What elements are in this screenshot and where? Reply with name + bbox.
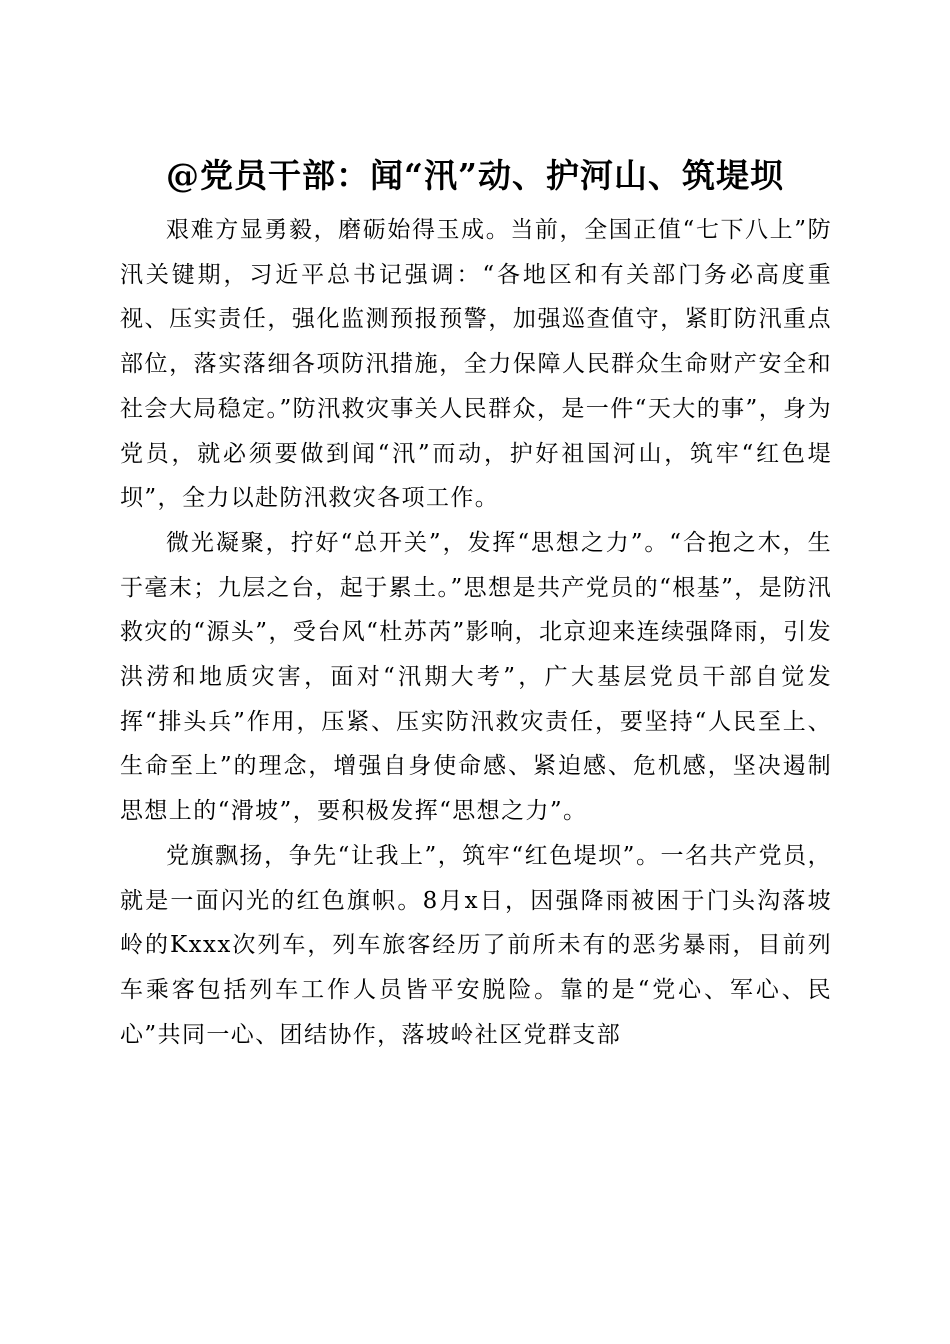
document-body — [120, 208, 832, 1057]
paragraph: 党旗飘扬，争先“让我上”，筑牢“红色堤坝”。一名共产党员，就是一面闪光的红色旗帜。8月x日，因强降雨被困于门头沟落坡岭的Kxxx次列车，列车旅客经历了前所未有的恶劣暴雨，目前列车乘客包括列车工作人员皆平安脱险。靠的是“党心、军心、民心”共同一心、团结协作，落坡岭社区党群支部 — [120, 842, 832, 1048]
document-title: @党员干部：闻“汛”动、护河山、筑堤坝 — [166, 156, 784, 196]
paragraph: 艰难方显勇毅，磨砺始得玉成。当前，全国正值“七下八上”防汛关键期，习近平总书记强调：“各地区和有关部门务必高度重视、压实责任，强化监测预报预警，加强巡查值守，紧盯防汛重点部位，落实落细各项防汛措施，全力保障人民群众生命财产安全和社会大局稳定。”防汛救灾事关人民群众，是一件“天大的事”，身为党员，就必须要做到闻“汛”而动，护好祖国河山，筑牢“红色堤坝”，全力以赴防汛救灾各项工作。 — [120, 217, 832, 512]
paragraph: 微光凝聚，拧好“总开关”，发挥“思想之力”。“合抱之木，生于毫末；九层之台，起于累土。”思想是共产党员的“根基”，是防汛救灾的“源头”，受台风“杜苏芮”影响，北京迎来连续强降雨，引发洪涝和地质灾害，面对“汛期大考”，广大基层党员干部自觉发挥“排头兵”作用，压紧、压实防汛救灾责任，要坚持“人民至上、生命至上”的理念，增强自身使命感、紧迫感、危机感，坚决遏制思想上的“滑坡”，要积极发挥“思想之力”。 — [120, 529, 832, 825]
